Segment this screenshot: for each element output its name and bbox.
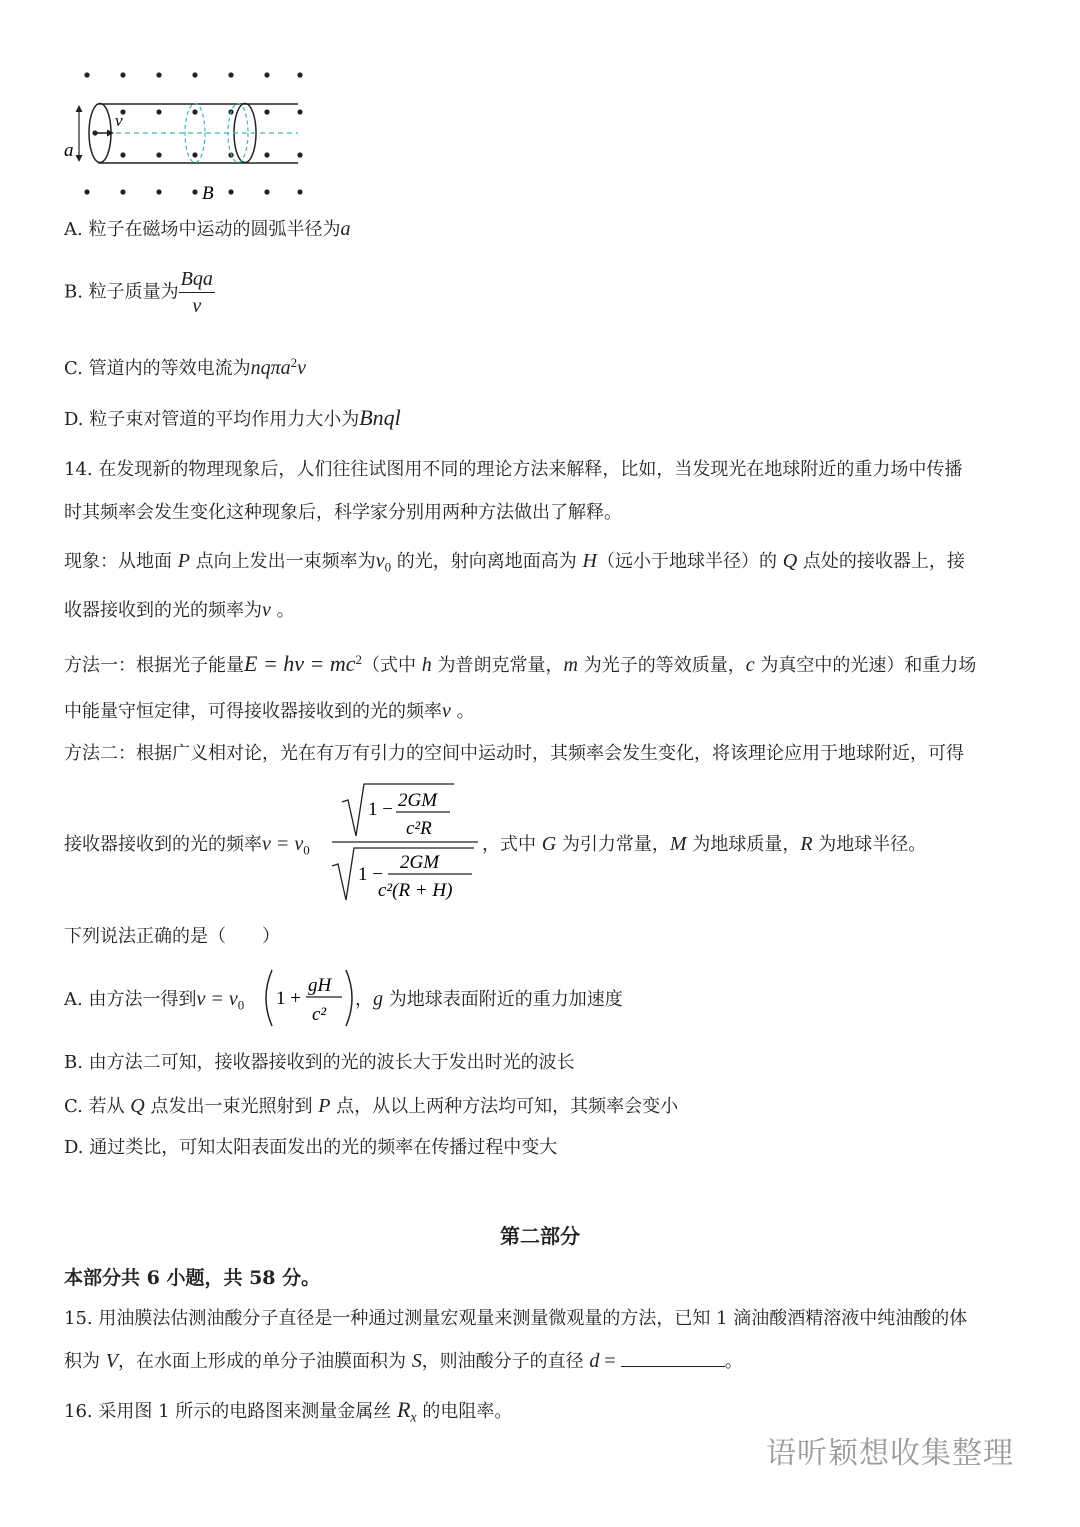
q14-stem-line2: 时其频率会发生变化这种现象后，科学家分别用两种方法做出了解释。 (64, 502, 622, 523)
part2-subtitle: 本部分共 6 小题，共 58 分。 (64, 1267, 321, 1289)
q14-method1-line1: 方法一：根据光子能量$E = h\nu = mc^2$（式中 h 为普朗克常量，m 为光子的等效质量，c 为真空中的光速）和重力场 (64, 651, 977, 676)
q15-line2: 积为 V，在水面上形成的单分子油膜面积为 S，则油酸分子的直径 d = 。 (64, 1350, 743, 1372)
svg-text:2GM: 2GM (400, 852, 440, 873)
q14-option-a-suffix: ，g 为地球表面附近的重力加速度 (355, 988, 623, 1010)
magnetic-tube-figure (60, 60, 320, 210)
q15-line1: 15. 用油膜法估测油酸分子直径是一种通过测量宏观量来测量微观量的方法，已知 1 滴油酸酒精溶液中纯油酸的体 (64, 1308, 968, 1329)
label-B: B (202, 183, 214, 204)
q13-option-a: A. 粒子在磁场中运动的圆弧半径为a (64, 218, 351, 240)
svg-text:c²R: c²R (406, 818, 432, 839)
svg-text:1 +: 1 + (276, 988, 301, 1009)
q14-option-a: A. 由方法一得到$\nu = \nu_0$ (64, 988, 245, 1013)
svg-text:1 −: 1 − (358, 864, 383, 885)
q14-option-a-formula (262, 966, 362, 1030)
q14-method2-line1: 方法二：根据广义相对论，光在有万有引力的空间中运动时，其频率会发生变化，将该理论应用于地球附近，可得 (64, 743, 964, 764)
q14-method2-formula-prefix: 接收器接收到的光的频率$\nu = \nu_0$ (64, 833, 310, 858)
q14-option-b: B. 由方法二可知，接收器接收到的光的波长大于发出时光的波长 (64, 1052, 575, 1073)
svg-text:1 −: 1 − (368, 799, 393, 820)
q14-option-c: C. 若从 Q 点发出一束光照射到 P 点，从以上两种方法均可知，其频率会变小 (64, 1095, 679, 1117)
q13-option-b: B. 粒子质量为 $\frac{\text{Bqa}}{v}$ (64, 268, 213, 317)
q14-phenomenon-line2: 收器接收到的光的频率为ν 。 (64, 599, 295, 621)
answer-blank[interactable] (621, 1350, 725, 1367)
watermark: 语听颖想收集整理 (766, 1436, 1014, 1471)
part2-title: 第二部分 (500, 1224, 580, 1248)
label-a: a (64, 140, 74, 161)
q14-option-d: D. 通过类比，可知太阳表面发出的光的频率在传播过程中变大 (64, 1137, 558, 1158)
q13-option-c: C. 管道内的等效电流为nqπa$^2$v (64, 355, 306, 379)
svg-text:gH: gH (308, 975, 332, 996)
q14-method2-formula-suffix: ，式中 G 为引力常量，M 为地球质量，R 为地球半径。 (482, 833, 927, 855)
q14-question: 下列说法正确的是（ ） (64, 926, 280, 947)
svg-text:2GM: 2GM (398, 790, 438, 811)
svg-text:c²(R + H): c²(R + H) (378, 880, 453, 901)
label-v: v (115, 111, 123, 130)
q14-method1-line2: 中能量守恒定律，可得接收器接收到的光的频率ν 。 (64, 700, 475, 722)
q14-phenomenon-line1: 现象：从地面 P 点向上发出一束频率为$\nu_0$ 的光，射向离地面高为 H（远小于地球半径）的 Q 点处的接收器上，接 (64, 550, 965, 575)
q13-option-d: D. 粒子束对管道的平均作用力大小为Bnql (64, 405, 401, 430)
q14-stem-line1: 14. 在发现新的物理现象后，人们往往试图用不同的理论方法来解释，比如，当发现光在地球附近的重力场中传播 (64, 459, 963, 480)
q14-method2-formula (328, 780, 488, 904)
svg-text:c²: c² (312, 1004, 327, 1025)
q16-line1: 16. 采用图 1 所示的电路图来测量金属丝 $R_x$ 的电阻率。 (64, 1397, 513, 1426)
